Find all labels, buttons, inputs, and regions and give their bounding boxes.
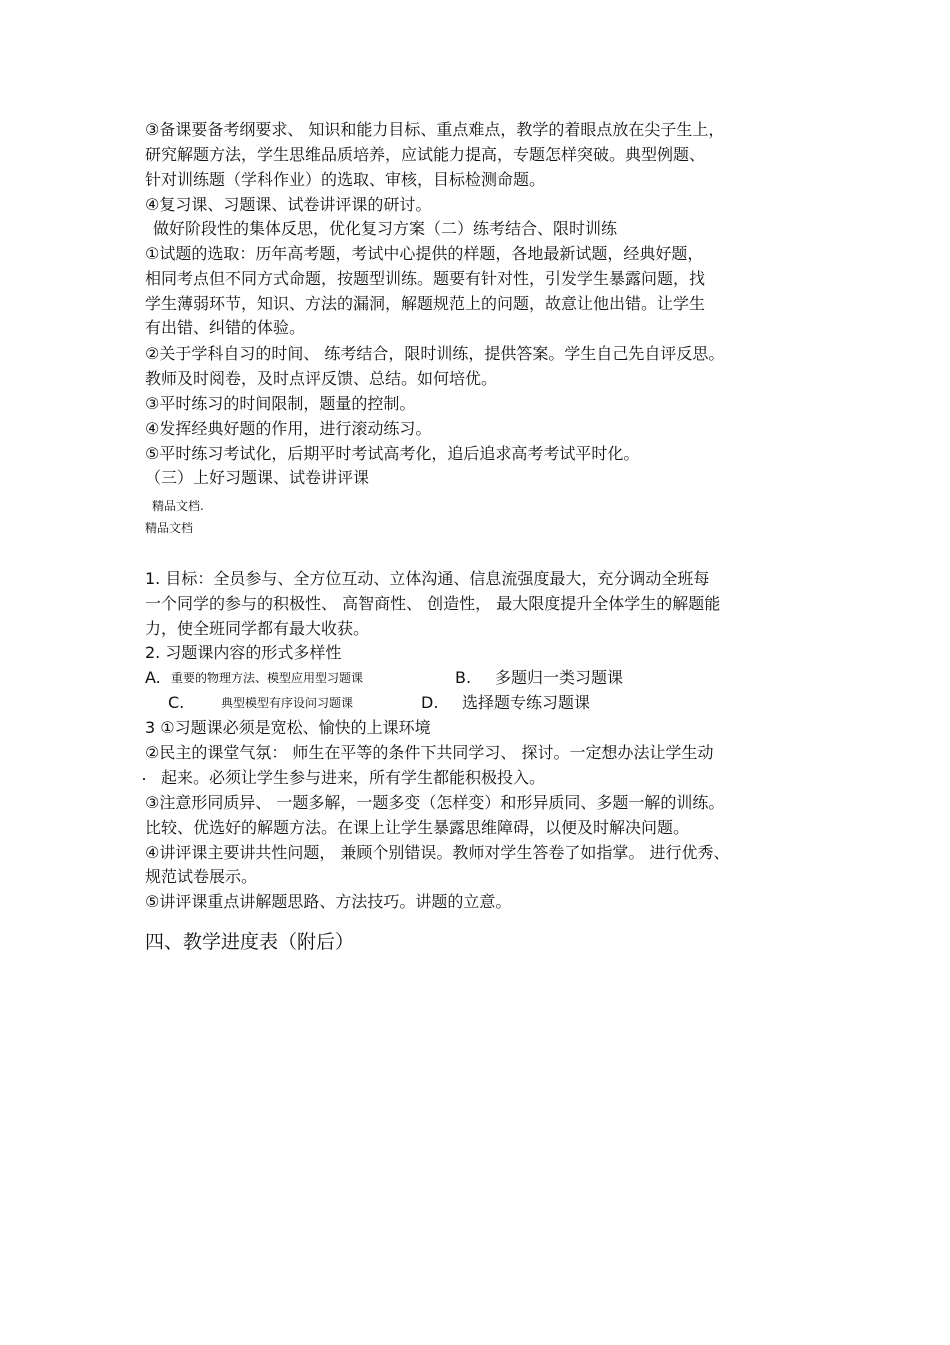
paragraph-line: ④讲评课主要讲共性问题， 兼顾个别错误。教师对学生答卷了如指掌。 进行优秀、 <box>145 843 730 862</box>
paragraph-line: （三）上好习题课、试卷讲评课 <box>145 468 370 487</box>
option-a-text: 重要的物理方法、模型应用型习题课 <box>171 671 364 685</box>
paragraph-line: ④复习课、习题课、试卷讲评课的研讨。 <box>145 195 432 214</box>
paragraph-line: 做好阶段性的集体反思，优化复习方案（二）练考结合、限时训练 <box>153 219 618 238</box>
paragraph-line: ③平时练习的时间限制，题量的控制。 <box>145 394 416 413</box>
paragraph-line: ④发挥经典好题的作用，进行滚动练习。 <box>145 419 432 438</box>
paragraph-line: ②民主的课堂气氛： 师生在平等的条件下共同学习、 探讨。一定想办法让学生动 <box>145 743 714 762</box>
option-c-text: 典型模型有序设问习题课 <box>221 696 354 710</box>
paragraph-line: ⑤平时练习考试化，后期平时考试高考化，追后追求高考考试平时化。 <box>145 444 640 463</box>
paragraph-line: ⑤讲评课重点讲解题思路、方法技巧。讲题的立意。 <box>145 892 512 911</box>
watermark-text-1: 精品文档. <box>152 499 204 513</box>
option-a-letter: A. <box>145 668 161 687</box>
paragraph-line: 有出错、纠错的体验。 <box>145 318 306 337</box>
option-d-text: 选择题专练习题课 <box>462 693 591 712</box>
paragraph-line: ①试题的选取：历年高考题，考试中心提供的样题，各地最新试题，经典好题， <box>145 244 704 263</box>
option-c-letter: C. <box>168 693 185 712</box>
paragraph-line: 力，使全班同学都有最大收获。 <box>145 619 370 638</box>
option-b-text: 多题归一类习题课 <box>495 668 624 687</box>
paragraph-line: 教师及时阅卷，及时点评反馈、总结。如何培优。 <box>145 369 498 388</box>
paragraph-line: 起来。必须让学生参与进来，所有学生都能积极投入。 <box>161 768 546 787</box>
section-heading: 四、教学进度表（附后） <box>145 931 355 953</box>
option-d-letter: D. <box>421 693 439 712</box>
watermark-text-2: 精品文档 <box>145 521 194 535</box>
option-b-letter: B. <box>455 668 472 687</box>
paragraph-line: ③备课要备考纲要求、 知识和能力目标、重点难点，教学的着眼点放在尖子生上， <box>145 120 725 139</box>
paragraph-line: 学生薄弱环节，知识、方法的漏洞，解题规范上的问题，故意让他出错。让学生 <box>145 294 706 313</box>
paragraph-line: ②关于学科自习的时间、 练考结合，限时训练，提供答案。学生自己先自评反思。 <box>145 344 725 363</box>
paragraph-line: 2. 习题课内容的形式多样性 <box>145 643 342 662</box>
stray-dot-mark <box>143 778 145 780</box>
paragraph-line: 3 ①习题课必须是宽松、愉快的上课环境 <box>145 718 431 737</box>
paragraph-line: 针对训练题（学科作业）的选取、审核，目标检测命题。 <box>145 170 546 189</box>
paragraph-line: ③注意形同质异、 一题多解，一题多变（怎样变）和形异质同、多题一解的训练。 <box>145 793 725 812</box>
paragraph-line: 相同考点但不同方式命题，按题型训练。题要有针对性，引发学生暴露问题，找 <box>145 269 706 288</box>
paragraph-line: 研究解题方法，学生思维品质培养，应试能力提高，专题怎样突破。典型例题、 <box>145 145 706 164</box>
paragraph-line: 1. 目标：全员参与、全方位互动、立体沟通、信息流强度最大，充分调动全班每 <box>145 569 710 588</box>
paragraph-line: 规范试卷展示。 <box>145 867 258 886</box>
paragraph-line: 比较、优选好的解题方法。在课上让学生暴露思维障碍，以便及时解决问题。 <box>145 818 690 837</box>
paragraph-line: 一个同学的参与的积极性、 高智商性、 创造性， 最大限度提升全体学生的解题能 <box>145 594 721 613</box>
